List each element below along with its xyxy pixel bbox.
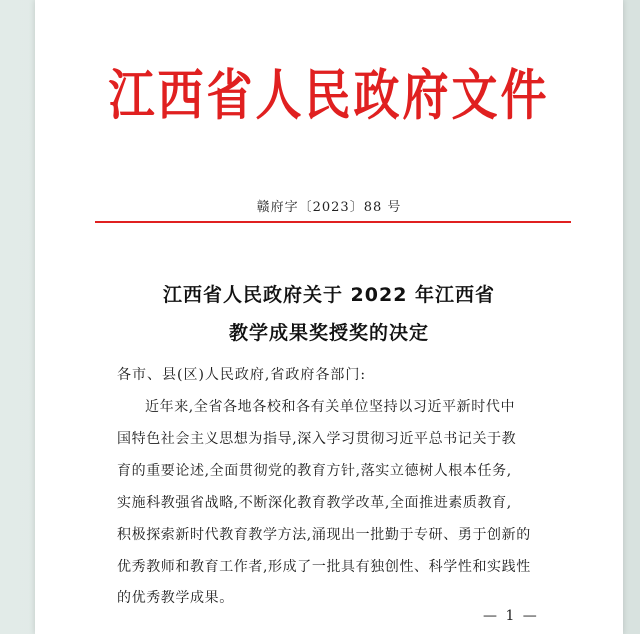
body-line: 近年来,全省各地各校和各有关单位坚持以习近平新时代中 [145,399,516,415]
document-page [35,0,623,634]
document-masthead: 江西省人民政府文件 [108,63,550,127]
body-line: 优秀教师和教育工作者,形成了一批具有独创性、科学性和实践性 [117,559,531,575]
page-number: — 1 — [483,608,539,624]
red-separator-line [95,221,571,223]
body-line: 积极探索新时代教育教学方法,涌现出一批勤于专研、勇于创新的 [117,527,531,543]
body-line: 的优秀教学成果。 [117,590,234,606]
salutation: 各市、县(区)人民政府,省政府各部门: [117,367,367,383]
body-line: 国特色社会主义思想为指导,深入学习贯彻习近平总书记关于教 [117,431,517,447]
body-line: 实施科教强省战略,不断深化教育教学改革,全面推进素质教育, [117,495,512,511]
document-title-line-1: 江西省人民政府关于 2022 年江西省 [162,284,496,306]
document-title-line-2: 教学成果奖授奖的决定 [228,322,429,344]
body-line: 育的重要论述,全面贯彻党的教育方针,落实立德树人根本任务, [117,463,512,479]
document-number: 赣府字〔2023〕88 号 [256,200,402,215]
